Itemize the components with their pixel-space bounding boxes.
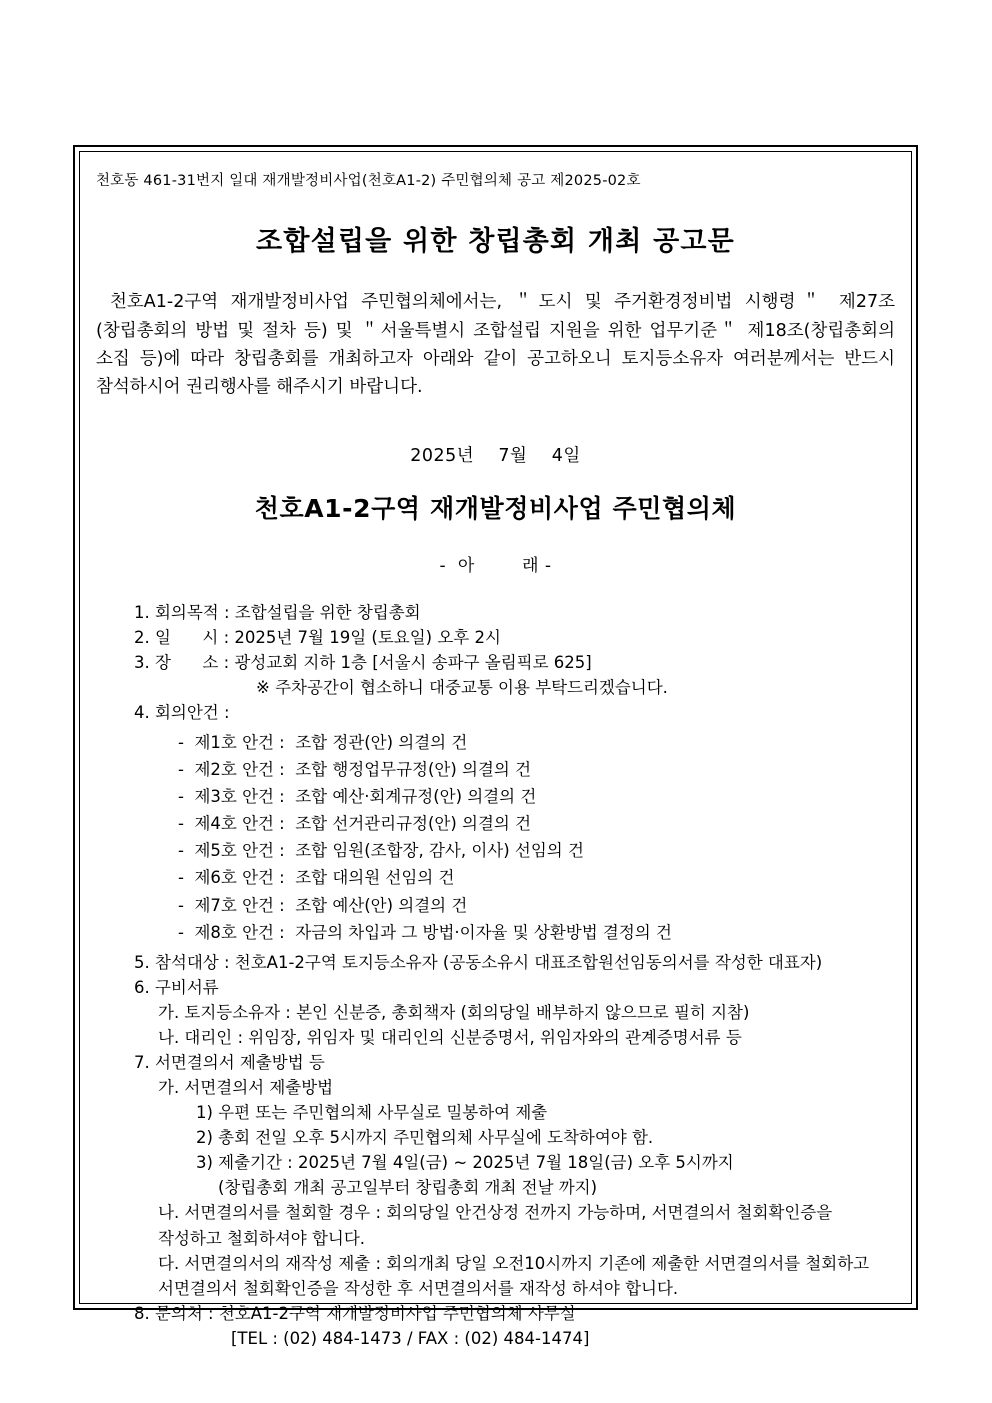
document-border-frame [73,145,918,1348]
agenda-item-6: - 제6호 안건 : 조합 대의원 선임의 건 [178,868,455,888]
agenda-item-1: - 제1호 안건 : 조합 정관(안) 의결의 건 [178,733,468,753]
list-item-submission-method-heading: 가. 서면결의서 제출방법 [158,1078,334,1098]
agenda-item-8: - 제8호 안건 : 자금의 차입과 그 방법·이자율 및 상환방법 결정의 건 [178,922,672,942]
agenda-item-4: - 제4호 안건 : 조합 선거관리규정(안) 의결의 건 [178,814,532,834]
list-item-purpose: 1. 회의목적 : 조합설립을 위한 창립총회 [134,602,421,622]
lead-paragraph-text: 천호A1-2구역 재개발정비사업 주민협의체에서는, ＂도시 및 주거환경정비법 시행령＂ 제27조(창립총회의 방법 및 절차 등) 및 ＂서울특별시 조합설립 지원을 위한 업무기준＂ 제18조(창립총회의 소집 등)에 따라 창립총회를 개최하고자 아래와 같이 공고하오니 토지등소유자 여러분께서는 반드시 참석하시어 권리행사를 해주시기 바랍니다. [96,292,895,398]
list-item-submission-period-note: (창립총회 개최 공고일부터 창립총회 개최 전날 까지) [218,1178,598,1198]
lead-paragraph [96,288,895,401]
list-item-contact: 8. 문의처 : 천호A1-2구역 재개발정비사업 주민협의체 사무실 [134,1303,576,1323]
notice-number: 천호동 461-31번지 일대 재개발정비사업(천호A1-2) 주민협의체 공고 제2025-02호 [96,173,641,189]
list-item-location-note: ※ 주차공간이 협소하니 대중교통 이용 부탁드리겠습니다. [256,677,668,697]
agenda-item-3: - 제3호 안건 : 조합 예산·회계규정(안) 의결의 건 [178,787,537,807]
list-item-documents-heading: 6. 구비서류 [134,977,219,997]
list-item-datetime: 2. 일 시 : 2025년 7월 19일 (토요일) 오후 2시 [134,627,501,647]
list-item-resubmission: 다. 서면결의서의 재작성 제출 : 회의개최 당일 오전10시까지 기존에 제출한 서면결의서를 철회하고 서면결의서 철회확인증을 작성한 후 서면결의서를 재작성 하셔야 합니다. [158,1253,870,1298]
arae-divider: - 아 래 - [439,555,552,576]
document-content [96,163,895,1348]
page-title: 조합설립을 위한 창립총회 개최 공고문 [256,226,735,258]
list-item-location: 3. 장 소 : 광성교회 지하 1층 [서울시 송파구 올림픽로 625] [134,652,592,672]
organization-name: 천호A1-2구역 재개발정비사업 주민협의체 [254,493,737,523]
list-item-attendees: 5. 참석대상 : 천호A1-2구역 토지등소유자 (공동소유시 대표조합원선임동의서를 작성한 대표자) [134,952,823,972]
announcement-date: 2025년 7월 4일 [410,445,581,466]
list-item-documents-ga: 가. 토지등소유자 : 본인 신분증, 총회책자 (회의당일 배부하지 않으므로 필히 지참) [158,1002,750,1022]
list-item-written-resolution-heading: 7. 서면결의서 제출방법 등 [134,1053,325,1072]
agenda-item-5: - 제5호 안건 : 조합 임원(조합장, 감사, 이사) 선임의 건 [178,841,584,861]
list-item-submission-period: 3) 제출기간 : 2025년 7월 4일(금) ~ 2025년 7월 18일(금) 오후 5시까지 [196,1153,734,1173]
list-item-withdrawal: 나. 서면결의서를 철회할 경우 : 회의당일 안건상정 전까지 가능하며, 서면결의서 철회확인증을 작성하고 철회하셔야 합니다. [158,1203,833,1248]
list-item-submission-method-1: 1) 우편 또는 주민협의체 사무실로 밀봉하여 제출 [196,1103,548,1123]
agenda-item-7: - 제7호 안건 : 조합 예산(안) 의결의 건 [178,895,468,915]
list-item-agenda-heading: 4. 회의안건 : [134,702,230,722]
agenda-item-2: - 제2호 안건 : 조합 행정업무규정(안) 의결의 건 [178,760,532,780]
notice-body-list [96,600,895,1351]
list-item-submission-method-2: 2) 총회 전일 오후 5시까지 주민협의체 사무실에 도착하여야 함. [196,1128,654,1148]
list-item-contact-numbers: [TEL : (02) 484-1473 / FAX : (02) 484-1474] [231,1328,590,1348]
list-item-documents-na: 나. 대리인 : 위임장, 위임자 및 대리인의 신분증명서, 위임자와의 관계증명서류 등 [158,1027,742,1047]
